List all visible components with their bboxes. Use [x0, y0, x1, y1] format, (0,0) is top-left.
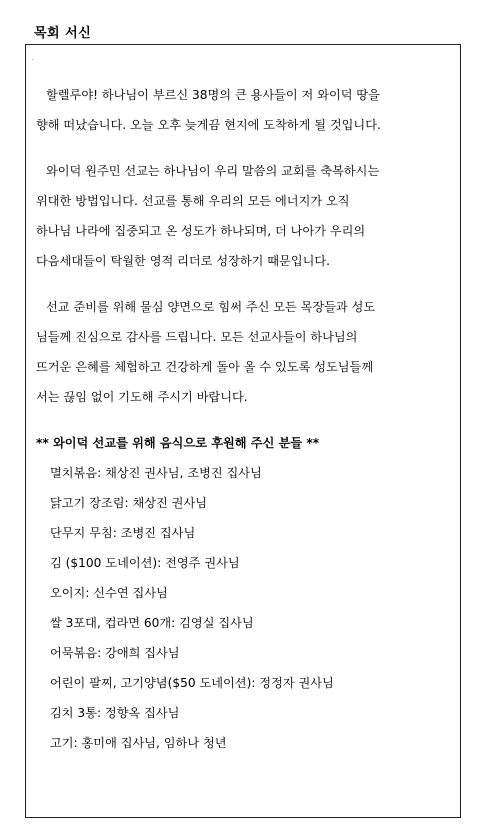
- paragraph-line: 할렐루야! 하나님이 부르신 38명의 큰 용사들이 저 와이덕 땅을: [46, 88, 380, 102]
- paragraph-line: 하나님 나라에 집중되고 온 성도가 하나되며, 더 나아가 우리의: [36, 224, 366, 238]
- paragraph-line: 뜨거운 은혜를 체험하고 건강하게 돌아 올 수 있도록 성도님들께: [36, 360, 374, 374]
- list-item: 단무지 무침: 조병진 집사님: [50, 526, 196, 540]
- list-item: 김치 3통: 정향옥 집사님: [50, 706, 180, 720]
- paragraph-line: 다음세대들이 탁월한 영적 리더로 성장하기 때문입니다.: [36, 254, 331, 268]
- paragraph-thanks: [36, 292, 456, 412]
- list-item: 닭고기 장조림: 채상진 권사님: [50, 496, 208, 510]
- list-item: 멸치볶음: 채상진 권사님, 조병진 집사님: [50, 466, 262, 480]
- paragraph-line: 서는 끊임 없이 기도해 주시기 바랍니다.: [36, 390, 248, 404]
- paragraph-line: 님들께 진심으로 감사를 드립니다. 모든 선교사들이 하나님의: [36, 330, 358, 344]
- paragraph-mission: [36, 156, 456, 276]
- paragraph-line: 와이덕 원주민 선교는 하나님이 우리 말씀의 교회를 축복하시는: [46, 164, 380, 178]
- letter-body: [36, 80, 456, 758]
- list-item: 쌀 3포대, 컵라면 60개: 김영실 집사님: [50, 616, 254, 630]
- page-title: 목회 서신: [34, 26, 92, 41]
- list-item: 어린이 팔찌, 고기양념($50 도네이션): 정정자 권사님: [50, 676, 334, 690]
- donor-section: [36, 428, 456, 758]
- frame-mark: [32, 59, 33, 60]
- list-item: 오이지: 신수연 집사님: [50, 586, 168, 600]
- paragraph-greeting: [36, 80, 456, 140]
- paragraph-line: 향해 떠났습니다. 오늘 오후 늦게끔 현지에 도착하게 될 것입니다.: [36, 118, 381, 132]
- paragraph-line: 선교 준비를 위해 물심 양면으로 힘써 주신 모든 목장들과 성도: [46, 300, 376, 314]
- letter-frame: [25, 44, 461, 818]
- donor-heading: ** 와이덕 선교를 위해 음식으로 후원해 주신 분들 **: [36, 436, 320, 450]
- list-item: 어묵볶음: 강애희 집사님: [50, 646, 180, 660]
- donor-list: [36, 458, 456, 758]
- list-item: 김 ($100 도네이션): 전영주 권사님: [50, 556, 240, 570]
- list-item: 고기: 홍미애 집사님, 임하나 청년: [50, 736, 227, 750]
- paragraph-line: 위대한 방법입니다. 선교를 통해 우리의 모든 에너지가 오직: [36, 194, 350, 208]
